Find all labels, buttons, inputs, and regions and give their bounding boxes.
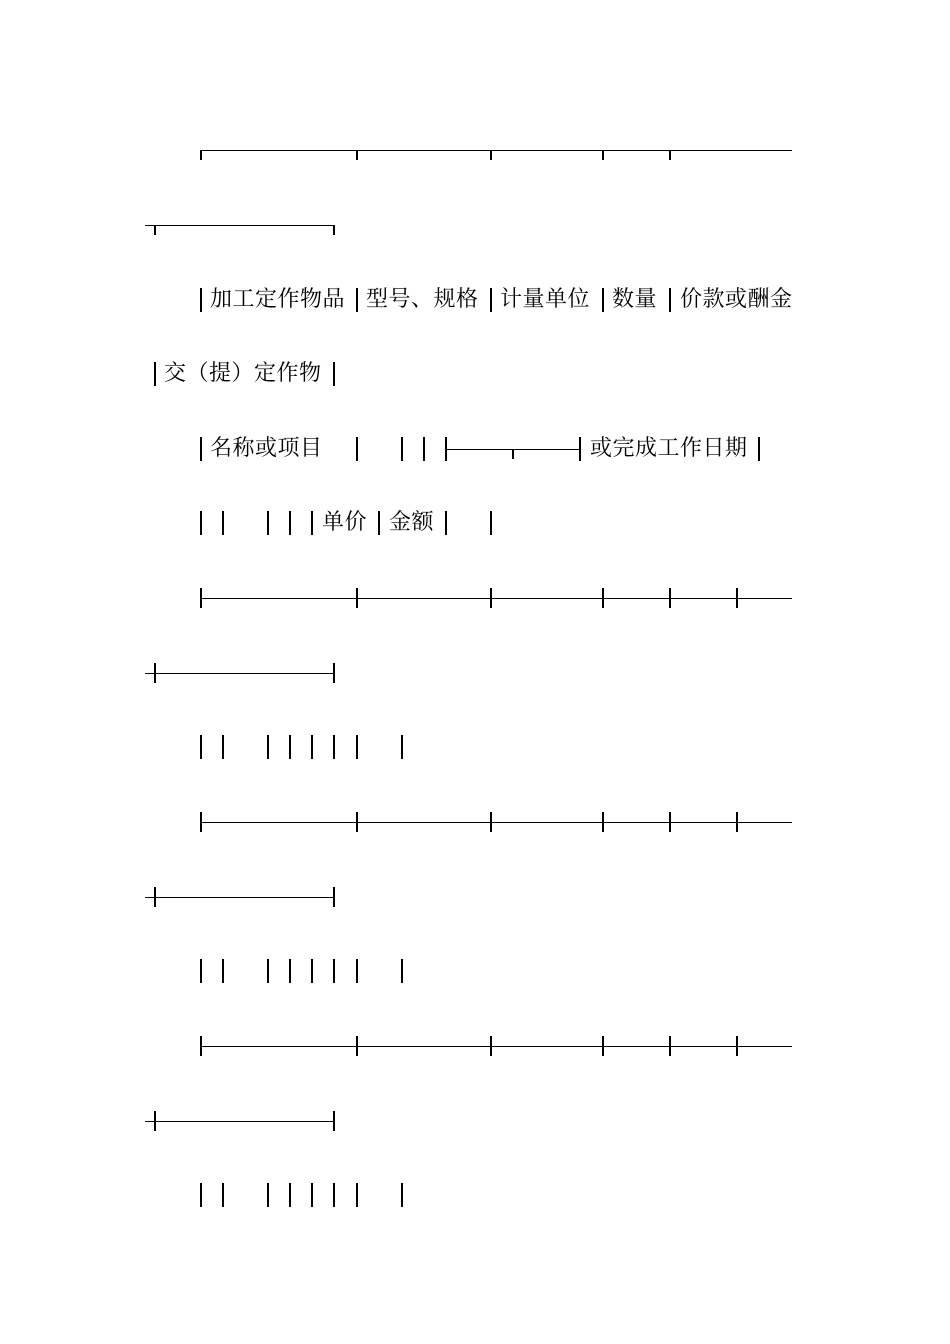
separator-cross xyxy=(602,1036,604,1056)
cell-border xyxy=(267,959,269,983)
cell-border xyxy=(311,1183,313,1207)
separator-cross xyxy=(356,812,358,832)
table-top-border-continuation xyxy=(145,225,334,226)
cell-border xyxy=(423,437,425,461)
header-delivery: 交（提）定作物 xyxy=(164,361,322,386)
separator-cross xyxy=(333,1111,335,1131)
separator-cross xyxy=(736,1036,738,1056)
separator-cross xyxy=(154,663,156,683)
cell-border xyxy=(490,511,492,535)
separator-cross xyxy=(669,812,671,832)
cell-border xyxy=(401,959,403,983)
cell-border xyxy=(311,511,313,535)
separator-cross xyxy=(736,812,738,832)
header-item-name: 加工定作物品 xyxy=(210,287,346,312)
header-price-or-fee: 价款或酬金 xyxy=(680,287,793,312)
separator-cross xyxy=(200,588,202,608)
separator-cross xyxy=(602,588,604,608)
separator-cross xyxy=(356,1036,358,1056)
cell-border xyxy=(222,735,224,759)
cell-border xyxy=(333,735,335,759)
header-completion-date: 或完成工作日期 xyxy=(590,436,748,461)
cell-border xyxy=(200,437,202,461)
separator-cross xyxy=(356,588,358,608)
cell-border xyxy=(200,288,202,312)
table-column-tick xyxy=(490,150,492,160)
cell-border xyxy=(378,511,380,535)
cell-border xyxy=(200,1183,202,1207)
cell-border xyxy=(401,437,403,461)
cell-border xyxy=(289,959,291,983)
cell-border xyxy=(200,735,202,759)
separator-cross xyxy=(602,812,604,832)
cell-border xyxy=(356,437,358,461)
table-column-tick xyxy=(356,150,358,160)
separator-cross xyxy=(200,812,202,832)
table-column-tick xyxy=(669,150,671,160)
separator-cross xyxy=(490,1036,492,1056)
cell-border xyxy=(267,735,269,759)
cell-border xyxy=(758,437,760,461)
cell-border xyxy=(490,288,492,312)
cell-border xyxy=(289,1183,291,1207)
cell-border xyxy=(356,288,358,312)
row-separator xyxy=(200,822,792,823)
separator-cross xyxy=(154,1111,156,1131)
cell-border xyxy=(333,959,335,983)
table-top-border xyxy=(200,150,792,151)
cell-border xyxy=(669,288,671,312)
cell-border xyxy=(154,362,156,386)
cell-border xyxy=(222,959,224,983)
cell-border xyxy=(222,1183,224,1207)
cell-border xyxy=(356,959,358,983)
separator-cross xyxy=(333,887,335,907)
cell-border xyxy=(333,1183,335,1207)
cell-border xyxy=(401,735,403,759)
row-separator xyxy=(200,598,792,599)
separator-cross xyxy=(669,1036,671,1056)
header-unit: 计量单位 xyxy=(500,287,591,312)
separator-cross xyxy=(154,887,156,907)
header-name-or-project: 名称或项目 xyxy=(210,436,323,461)
cell-border xyxy=(200,959,202,983)
table-column-tick xyxy=(154,225,156,235)
header-unit-price: 单价 xyxy=(322,510,368,535)
cell-border xyxy=(602,288,604,312)
row-separator-continuation xyxy=(145,1121,334,1122)
separator-cross xyxy=(490,812,492,832)
cell-border xyxy=(311,735,313,759)
cell-border xyxy=(356,735,358,759)
row-separator xyxy=(200,1046,792,1047)
cell-border xyxy=(200,511,202,535)
row-separator-continuation xyxy=(145,673,334,674)
cell-border xyxy=(267,511,269,535)
header-model-spec: 型号、规格 xyxy=(366,287,479,312)
cell-border xyxy=(289,511,291,535)
cell-border xyxy=(579,437,581,461)
cell-border xyxy=(311,959,313,983)
table-column-tick xyxy=(602,150,604,160)
table-corner-tick xyxy=(333,225,335,235)
header-quantity: 数量 xyxy=(612,287,658,312)
separator-cross xyxy=(333,663,335,683)
header-amount: 金额 xyxy=(389,510,435,535)
cell-border xyxy=(267,1183,269,1207)
cell-border xyxy=(289,735,291,759)
separator-cross xyxy=(200,1036,202,1056)
price-subheader-tick xyxy=(512,449,514,459)
cell-border xyxy=(445,511,447,535)
cell-border xyxy=(333,362,335,386)
row-separator-continuation xyxy=(145,897,334,898)
cell-border xyxy=(356,1183,358,1207)
table-corner-tick xyxy=(200,150,202,160)
separator-cross xyxy=(490,588,492,608)
separator-cross xyxy=(736,588,738,608)
separator-cross xyxy=(669,588,671,608)
cell-border xyxy=(401,1183,403,1207)
cell-border xyxy=(222,511,224,535)
